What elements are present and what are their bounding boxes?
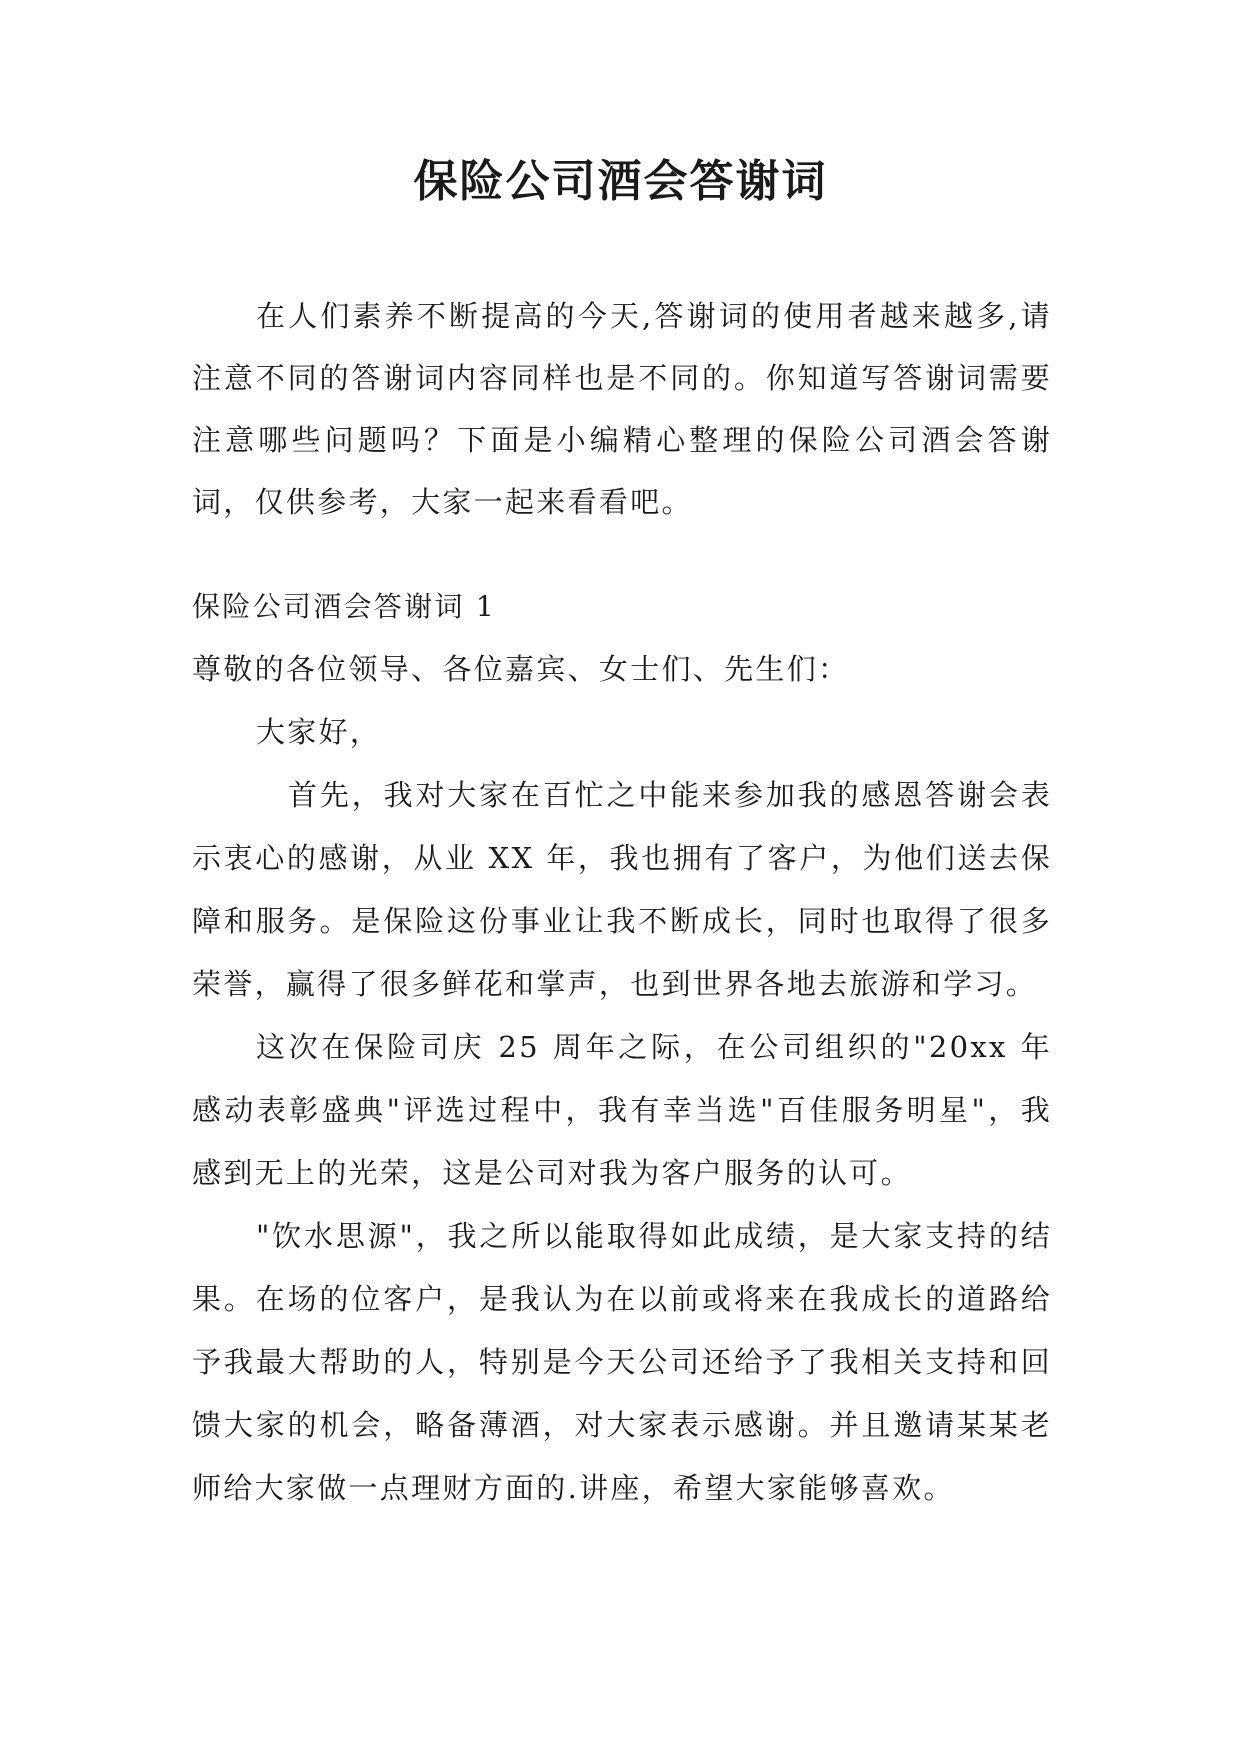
salutation: 尊敬的各位领导、各位嘉宾、女士们、先生们： xyxy=(192,652,850,686)
speech-section xyxy=(192,575,1052,1520)
section-title: 保险公司酒会答谢词 1 xyxy=(192,590,497,623)
document-title: 保险公司酒会答谢词 xyxy=(413,156,828,207)
speech-paragraph-3: "饮水思源"，我之所以能取得如此成绩，是大家支持的结果。在场的位客户，是我认为在以前或将来在我成长的道路给予我最大帮助的人，特别是今天公司还给予了我相关支持和回馈大家的机会，略备薄酒，对大家表示感谢。并且邀请某某老师给大家做一点理财方面的.讲座，希望大家能够喜欢。 xyxy=(192,1219,1052,1505)
intro-section xyxy=(192,285,1052,533)
greeting: 大家好， xyxy=(256,715,382,749)
intro-paragraph: 在人们素养不断提高的今天,答谢词的使用者越来越多,请注意不同的答谢词内容同样也是不同的。你知道写答谢词需要注意哪些问题吗？下面是小编精心整理的保险公司酒会答谢词，仅供参考，大家一起来看看吧。 xyxy=(192,299,1052,519)
speech-paragraph-1: 首先，我对大家在百忙之中能来参加我的感恩答谢会表示衷心的感谢，从业 XX 年，我也拥有了客户，为他们送去保障和服务。是保险这份事业让我不断成长，同时也取得了很多荣誉，赢得了很多鲜花和掌声，也到世界各地去旅游和学习。 xyxy=(192,778,1052,1001)
speech-paragraph-2: 这次在保险司庆 25 周年之际，在公司组织的"20xx 年感动表彰盛典"评选过程中，我有幸当选"百佳服务明星"，我感到无上的光荣，这是公司对我为客户服务的认可。 xyxy=(192,1030,1052,1190)
